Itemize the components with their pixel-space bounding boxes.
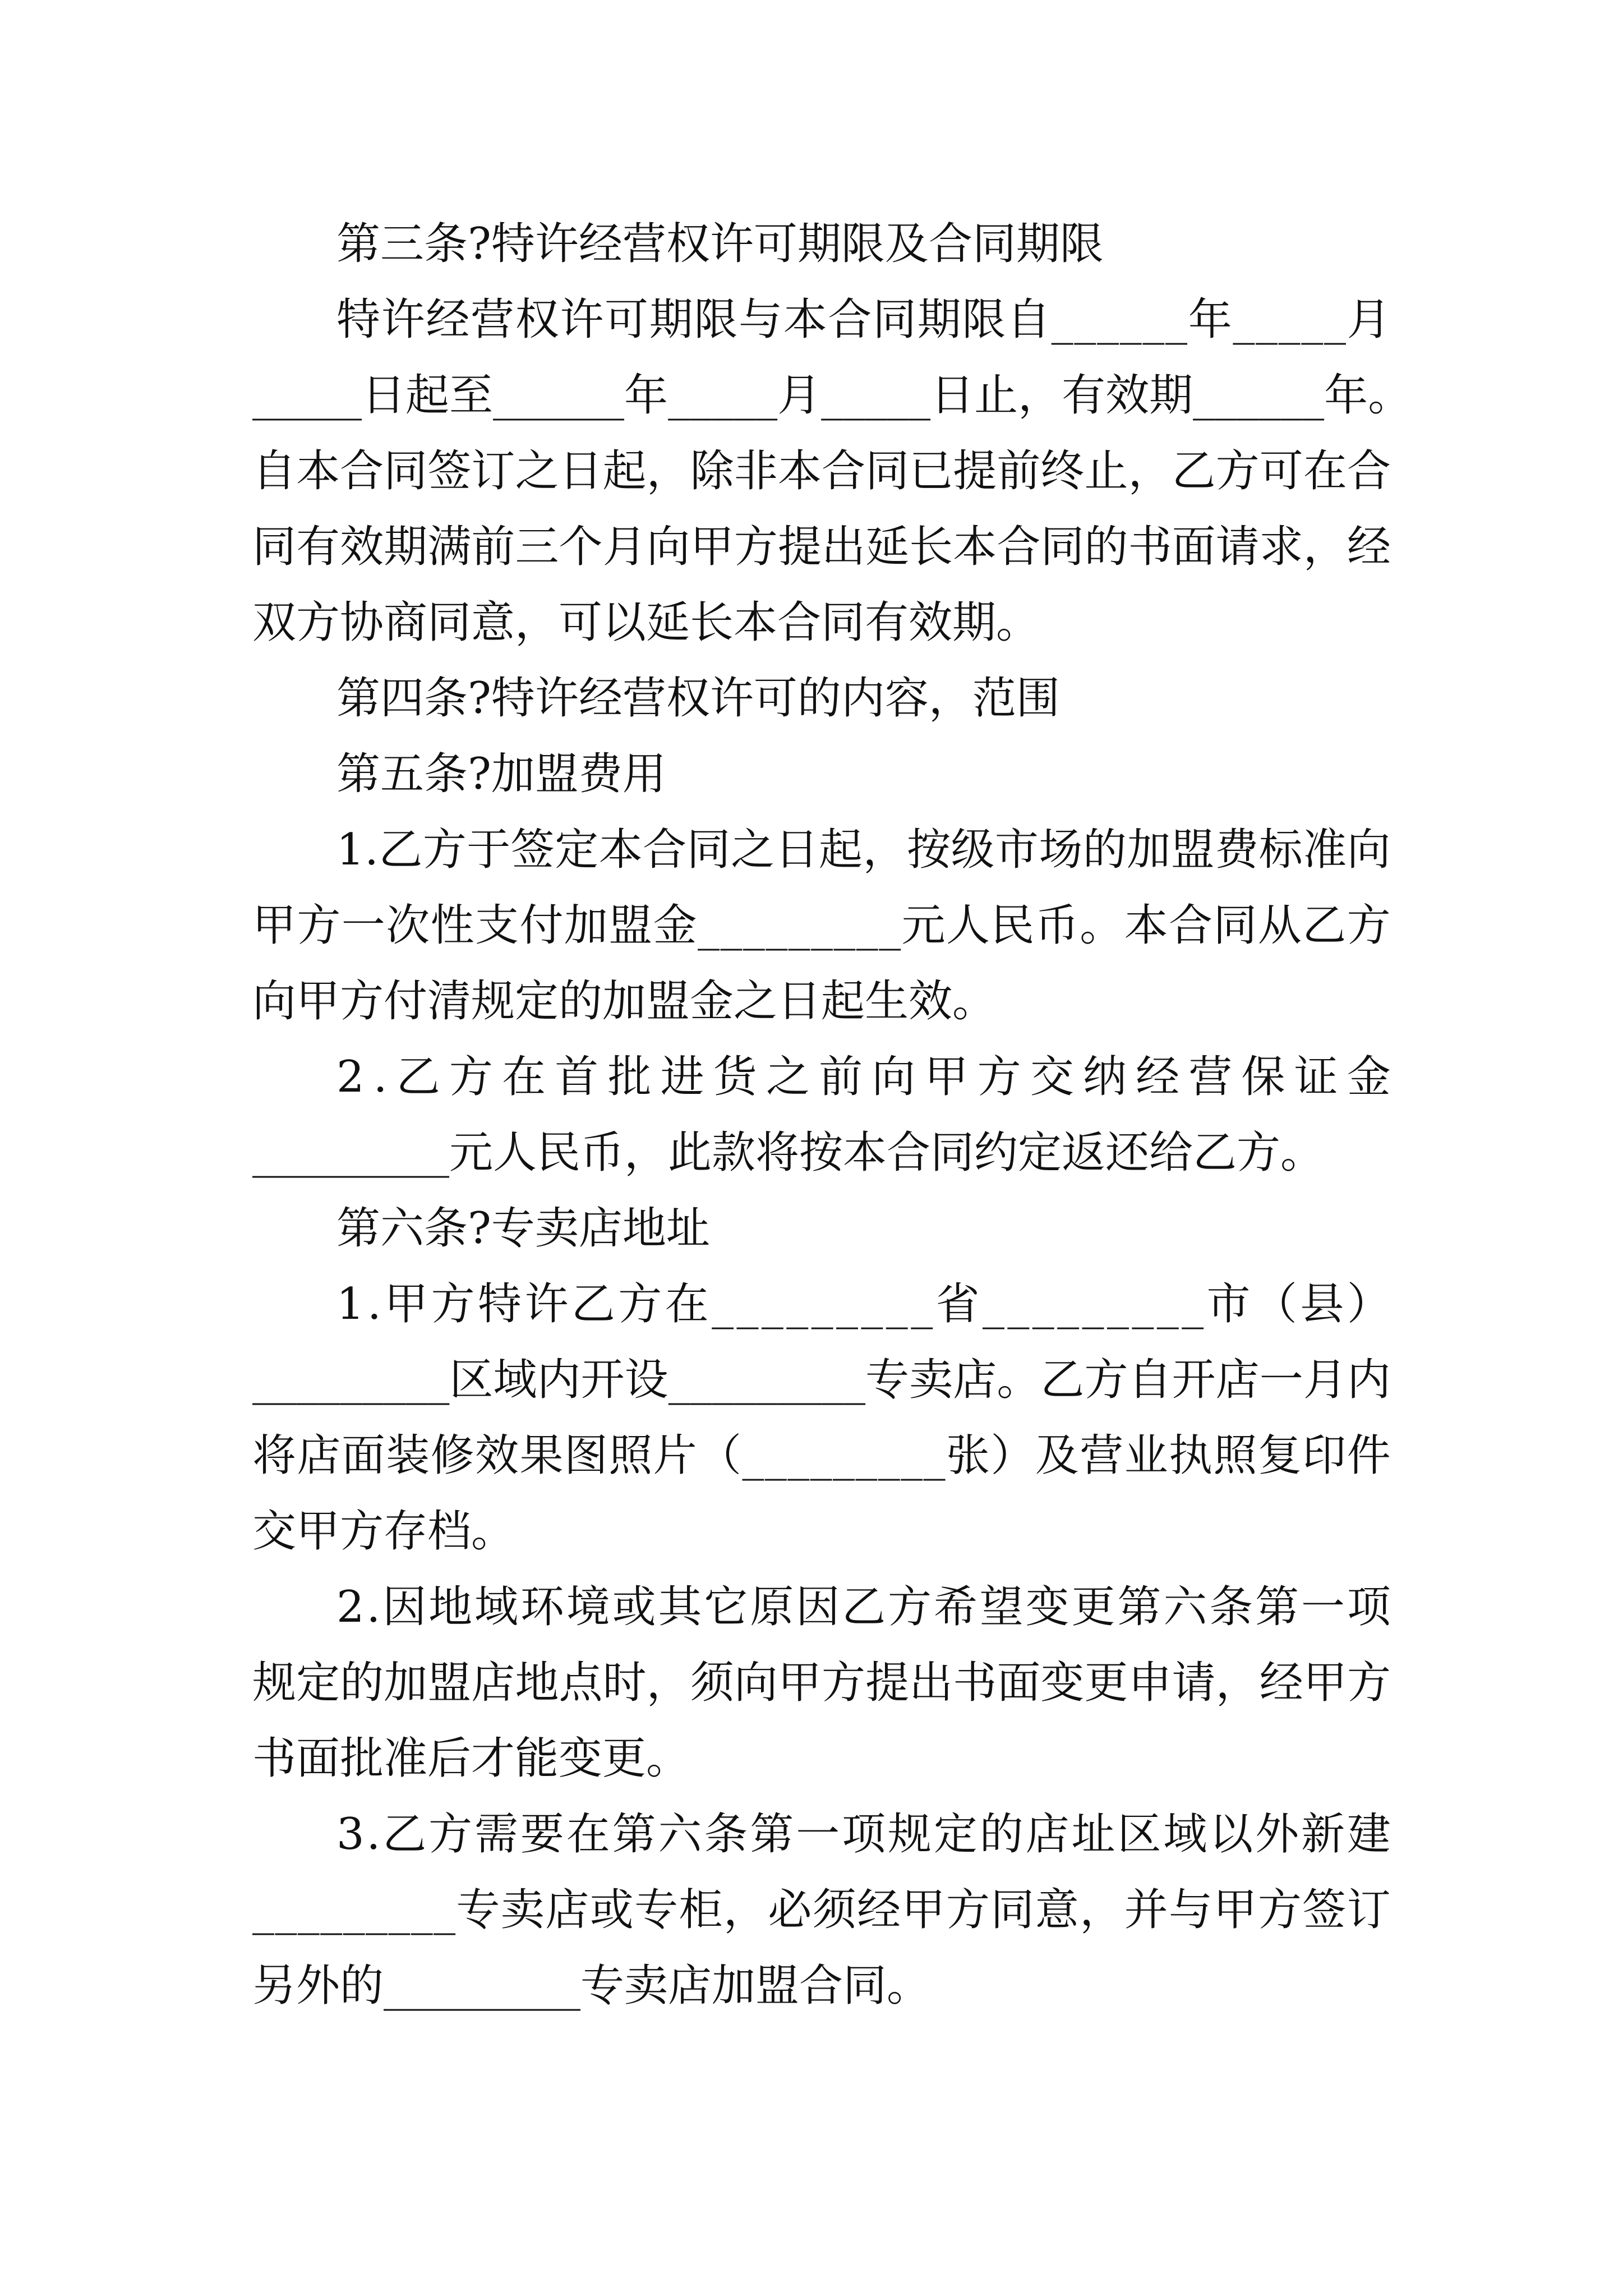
article-5-item-1-line: 甲 方 一 次 性 支 付 加 盟 金 _ _ _ _ _ _ _ _ _ 元 人 民 币 。 本 合 同 从 乙 方: [252, 900, 1391, 951]
article-5-heading: 第五条?加盟费用: [336, 749, 666, 799]
article-5-item-1-line: 向甲方付清规定的加盟金之日起生效。: [252, 976, 997, 1027]
article-5-item-2-line: 2 . 乙 方 在 首 批 进 货 之 前 向 甲 方 交 纳 经 营 保 证 金: [336, 1052, 1391, 1102]
article-6-item-1-line: 1 . 甲 方 特 许 乙 方 在 _ _ _ _ _ _ _ _ _ 省 _ _ _ _ _ _ _ _ _ 市 （ 县 ）: [336, 1279, 1391, 1329]
article-6-item-1-line: _ _ _ _ _ _ _ _ _ 区 域 内 开 设 _ _ _ _ _ _ _ _ _ 专 卖 店 。 乙 方 自 开 店 一 月 内: [252, 1355, 1391, 1405]
article-6-item-2-line: 书面批准后才能变更。: [252, 1733, 690, 1784]
article-6-item-3-line: 另外的_________专卖店加盟合同。: [252, 1961, 931, 2011]
article-4-heading: 第四条?特许经营权许可的内容，范围: [336, 673, 1060, 724]
article-6-item-2-line: 规 定 的 加 盟 店 地 点 时 ， 须 向 甲 方 提 出 书 面 变 更 申 请 ， 经 甲 方: [252, 1658, 1391, 1708]
article-3-paragraph-line: 自 本 合 同 签 订 之 日 起 ， 除 非 本 合 同 已 提 前 终 止 ， 乙 方 可 在 合: [252, 446, 1391, 496]
article-3-heading: 第三条?特许经营权许可期限及合同期限: [336, 219, 1104, 269]
article-5-item-1-line: 1 . 乙 方 于 签 定 本 合 同 之 日 起 ， 按 级 市 场 的 加 盟 费 标 准 向: [336, 825, 1391, 875]
article-3-paragraph-line: 双方协商同意，可以延长本合同有效期。: [252, 597, 1040, 648]
article-3-paragraph-line: 特 许 经 营 权 许 可 期 限 与 本 合 同 期 限 自 _ _ _ _ _ _ 年 _ _ _ _ _ 月: [336, 295, 1391, 345]
article-6-item-3-line: 3 . 乙 方 需 要 在 第 六 条 第 一 项 规 定 的 店 址 区 域 以 外 新 建: [336, 1809, 1391, 1860]
article-6-heading: 第六条?专卖店地址: [336, 1203, 710, 1254]
article-6-item-3-line: _ _ _ _ _ _ _ _ _ 专 卖 店 或 专 柜 ， 必 须 经 甲 方 同 意 ， 并 与 甲 方 签 订: [252, 1885, 1391, 1935]
article-3-paragraph-line: 同 有 效 期 满 前 三 个 月 向 甲 方 提 出 延 长 本 合 同 的 书 面 请 求 ， 经: [252, 522, 1391, 572]
article-5-item-2-line: _________元人民币，此款将按本合同约定返还给乙方。: [252, 1128, 1325, 1178]
article-3-paragraph-line: _ _ _ _ _ 日 起 至 _ _ _ _ _ _ 年 _ _ _ _ _ 月 _ _ _ _ _ 日 止 ， 有 效 期 _ _ _ _ _ _ 年 。: [252, 370, 1412, 421]
article-6-item-1-line: 将 店 面 装 修 效 果 图 照 片 （ _ _ _ _ _ _ _ _ _ 张 ） 及 营 业 执 照 复 印 件: [252, 1430, 1391, 1481]
article-6-item-1-line: 交甲方存档。: [252, 1506, 515, 1557]
article-6-item-2-line: 2 . 因 地 域 环 境 或 其 它 原 因 乙 方 希 望 变 更 第 六 条 第 一 项: [336, 1582, 1391, 1632]
